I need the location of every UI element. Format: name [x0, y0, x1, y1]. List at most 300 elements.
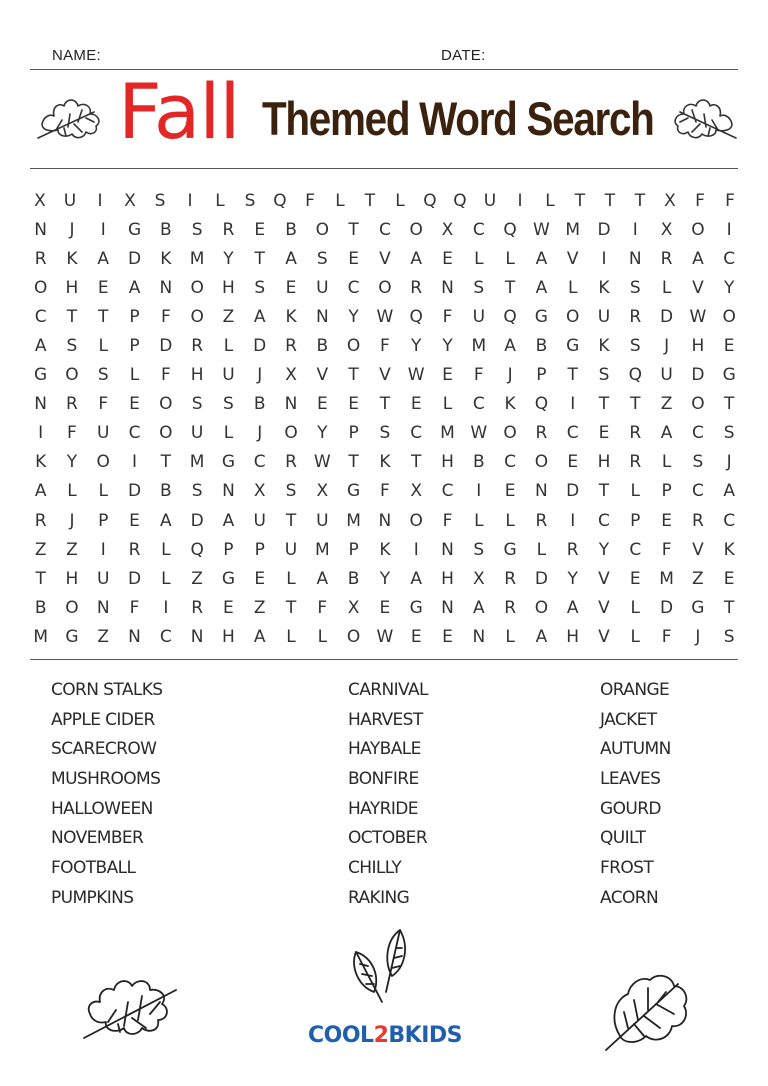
- grid-letter: L: [98, 336, 108, 357]
- grid-letter: Y: [379, 568, 391, 589]
- grid-letter: O: [96, 452, 110, 473]
- grid-letter: D: [127, 481, 142, 502]
- grid-letter: O: [159, 423, 173, 444]
- grid-letter: S: [66, 336, 78, 357]
- grid-letter: S: [598, 365, 610, 386]
- grid-letter: A: [410, 568, 423, 589]
- grid-letter: O: [409, 219, 423, 240]
- grid-letter: E: [348, 248, 359, 269]
- grid-letter: A: [160, 510, 172, 531]
- grid-letter: U: [190, 423, 204, 444]
- grid-letter: Y: [223, 248, 234, 269]
- grid-letter: N: [628, 248, 642, 269]
- grid-letter: S: [723, 423, 735, 444]
- grid-letter: O: [722, 306, 736, 327]
- grid-letter: S: [692, 452, 704, 473]
- grid-letter: G: [34, 365, 48, 386]
- word-list-item: NOVEMBER: [51, 828, 144, 849]
- grid-row: [25, 535, 745, 564]
- grid-letter: J: [695, 626, 701, 647]
- grid-letter: S: [379, 423, 391, 444]
- grid-letter: K: [379, 539, 391, 560]
- grid-letter: X: [410, 481, 423, 502]
- grid-letter: T: [630, 394, 641, 415]
- grid-letter: S: [629, 277, 641, 298]
- grid-letter: C: [472, 219, 485, 240]
- grid-letter: O: [566, 306, 580, 327]
- grid-letter: T: [98, 306, 109, 327]
- grid-letter: L: [661, 452, 672, 473]
- grid-letter: J: [726, 452, 732, 473]
- grid-row: [25, 331, 745, 360]
- grid-letter: E: [254, 568, 266, 589]
- grid-letter: L: [474, 248, 484, 269]
- grid-letter: L: [286, 568, 296, 589]
- grid-letter: E: [629, 568, 641, 589]
- leaf-icon: [600, 970, 692, 1054]
- grid-row: [25, 419, 745, 448]
- title-fall: Fall: [118, 67, 240, 156]
- grid-row: [25, 273, 745, 302]
- date-label: DATE:: [441, 47, 486, 64]
- oak-leaf-icon: [670, 94, 738, 142]
- grid-letter: U: [222, 365, 235, 386]
- grid-letter: C: [253, 452, 266, 473]
- grid-letter: X: [441, 219, 454, 240]
- grid-letter: F: [442, 510, 453, 531]
- grid-letter: J: [257, 423, 263, 444]
- grid-letter: T: [254, 248, 265, 269]
- grid-letter: G: [503, 539, 517, 560]
- grid-letter: T: [634, 190, 646, 211]
- grid-letter: R: [66, 394, 78, 415]
- grid-letter: Q: [273, 190, 287, 211]
- grid-letter: S: [629, 336, 641, 357]
- grid-letter: L: [317, 626, 328, 647]
- grid-letter: D: [127, 568, 142, 589]
- grid-letter: M: [33, 626, 48, 647]
- grid-letter: Y: [66, 452, 78, 473]
- grid-letter: I: [726, 219, 732, 240]
- grid-letter: I: [413, 539, 419, 560]
- grid-letter: O: [534, 597, 549, 618]
- grid-letter: N: [190, 626, 204, 647]
- grid-letter: N: [378, 510, 392, 531]
- grid-letter: E: [723, 568, 735, 589]
- grid-letter: B: [316, 336, 329, 357]
- word-list-item: CARNIVAL: [348, 680, 428, 700]
- grid-letter: H: [566, 626, 580, 647]
- grid-letter: O: [534, 452, 549, 473]
- grid-letter: W: [470, 423, 488, 444]
- word-list-item: FOOTBALL: [51, 858, 136, 879]
- grid-letter: L: [630, 626, 641, 647]
- grid-letter: F: [160, 365, 171, 386]
- grid-letter: T: [348, 452, 359, 473]
- grid-letter: C: [378, 219, 391, 240]
- grid-letter: L: [129, 365, 140, 386]
- grid-letter: P: [348, 539, 359, 560]
- grid-letter: U: [597, 306, 611, 327]
- grid-letter: N: [34, 394, 47, 415]
- grid-letter: S: [154, 190, 166, 211]
- grid-letter: S: [473, 539, 485, 560]
- grid-letter: H: [597, 452, 611, 473]
- grid-letter: L: [215, 190, 225, 211]
- grid-letter: F: [129, 597, 140, 618]
- grid-letter: K: [66, 248, 78, 269]
- grid-letter: T: [160, 452, 172, 473]
- grid-letter: C: [441, 481, 454, 502]
- grid-letter: A: [34, 481, 47, 502]
- grid-letter: O: [346, 626, 361, 647]
- grid-letter: E: [442, 626, 453, 647]
- grid-letter: F: [380, 481, 390, 502]
- grid-letter: L: [536, 539, 547, 560]
- grid-letter: C: [691, 423, 704, 444]
- grid-letter: S: [473, 277, 485, 298]
- grid-letter: I: [570, 510, 576, 531]
- grid-letter: Q: [423, 190, 437, 211]
- grid-letter: E: [410, 394, 422, 415]
- grid-letter: Z: [66, 539, 78, 560]
- grid-row: [25, 622, 745, 651]
- grid-letter: E: [504, 481, 516, 502]
- grid-letter: E: [285, 277, 297, 298]
- grid-letter: R: [410, 277, 423, 298]
- grid-letter: I: [97, 190, 103, 211]
- grid-letter: M: [314, 539, 330, 560]
- grid-letter: J: [664, 336, 670, 357]
- grid-letter: Z: [692, 568, 704, 589]
- word-list-item: JACKET: [600, 709, 657, 730]
- grid-letter: O: [691, 394, 705, 415]
- grid-letter: Z: [191, 568, 203, 589]
- grid-letter: A: [535, 277, 548, 298]
- grid-letter: E: [410, 626, 422, 647]
- grid-letter: N: [441, 597, 454, 618]
- grid-letter: D: [127, 248, 142, 269]
- grid-letter: N: [472, 626, 486, 647]
- grid-letter: D: [534, 568, 548, 589]
- grid-letter: F: [661, 539, 672, 560]
- grid-letter: L: [335, 190, 345, 211]
- grid-letter: D: [190, 510, 204, 531]
- grid-letter: L: [630, 481, 641, 502]
- grid-letter: I: [100, 219, 106, 240]
- name-label: NAME:: [52, 47, 102, 64]
- grid-letter: E: [567, 452, 579, 473]
- grid-letter: C: [723, 248, 736, 269]
- grid-letter: W: [376, 306, 394, 327]
- grid-letter: X: [660, 219, 673, 240]
- word-list-item: APPLE CIDER: [51, 709, 155, 730]
- word-list-item: PUMPKINS: [51, 887, 134, 908]
- grid-letter: R: [535, 510, 548, 531]
- grid-letter: C: [629, 539, 642, 560]
- logo-part-2: 2: [373, 1023, 389, 1048]
- grid-letter: H: [65, 568, 79, 589]
- grid-letter: G: [722, 365, 736, 386]
- grid-letter: E: [723, 336, 735, 357]
- grid-letter: A: [97, 248, 110, 269]
- leaves-pair-icon: [348, 926, 418, 1006]
- grid-letter: R: [629, 306, 642, 327]
- grid-letter: Q: [453, 190, 467, 211]
- grid-letter: L: [630, 597, 641, 618]
- grid-letter: M: [189, 452, 205, 473]
- word-list-column-3: [600, 676, 671, 914]
- grid-letter: P: [536, 365, 547, 386]
- grid-letter: P: [630, 510, 641, 531]
- grid-letter: V: [692, 539, 704, 560]
- grid-letter: I: [476, 481, 482, 502]
- grid-letter: R: [691, 510, 704, 531]
- grid-letter: E: [97, 277, 109, 298]
- grid-letter: L: [223, 423, 234, 444]
- grid-letter: H: [691, 336, 705, 357]
- grid-letter: D: [660, 306, 674, 327]
- logo-part-bkids: BKIDS: [388, 1023, 462, 1048]
- grid-letter: B: [160, 481, 172, 502]
- grid-letter: B: [347, 568, 360, 589]
- word-list-item: HAYBALE: [348, 739, 421, 760]
- grid-letter: K: [504, 394, 516, 415]
- grid-letter: I: [163, 597, 169, 618]
- grid-row: [25, 215, 745, 244]
- grid-letter: M: [440, 423, 455, 444]
- grid-letter: C: [159, 626, 172, 647]
- grid-letter: A: [34, 336, 47, 357]
- grid-letter: H: [222, 626, 235, 647]
- grid-letter: G: [347, 481, 361, 502]
- grid-letter: G: [409, 597, 423, 618]
- grid-letter: C: [34, 306, 47, 327]
- grid-letter: Y: [411, 336, 422, 357]
- grid-letter: N: [96, 597, 110, 618]
- grid-letter: V: [566, 248, 579, 269]
- grid-letter: C: [410, 423, 423, 444]
- grid-letter: R: [504, 568, 516, 589]
- grid-letter: F: [305, 190, 315, 211]
- grid-letter: D: [691, 365, 705, 386]
- grid-letter: N: [284, 394, 298, 415]
- grid-letter: E: [442, 365, 453, 386]
- grid-letter: R: [222, 219, 235, 240]
- grid-letter: U: [316, 510, 329, 531]
- grid-letter: K: [285, 306, 297, 327]
- grid-letter: S: [254, 277, 266, 298]
- grid-letter: T: [285, 510, 297, 531]
- grid-letter: L: [286, 626, 296, 647]
- grid-letter: A: [253, 306, 266, 327]
- word-list-item: LEAVES: [600, 769, 661, 790]
- grid-letter: O: [190, 277, 204, 298]
- grid-letter: Z: [34, 539, 47, 560]
- word-list-item: ACORN: [600, 887, 659, 908]
- grid-row: [25, 593, 745, 622]
- grid-letter: L: [395, 190, 405, 211]
- grid-letter: L: [442, 394, 453, 415]
- grid-letter: A: [128, 277, 141, 298]
- grid-letter: R: [504, 597, 516, 618]
- grid-letter: F: [473, 365, 484, 386]
- grid-letter: F: [380, 336, 390, 357]
- grid-letter: G: [534, 306, 548, 327]
- grid-letter: K: [379, 452, 391, 473]
- grid-letter: T: [723, 597, 735, 618]
- grid-letter: S: [316, 248, 328, 269]
- word-list-item: HALLOWEEN: [51, 798, 153, 819]
- grid-letter: L: [161, 568, 171, 589]
- oak-leaf-icon: [80, 970, 180, 1044]
- grid-letter: M: [471, 336, 487, 357]
- grid-letter: S: [191, 481, 203, 502]
- grid-letter: H: [441, 452, 454, 473]
- grid-letter: E: [379, 597, 391, 618]
- grid-letter: L: [98, 481, 108, 502]
- grid-letter: O: [503, 423, 517, 444]
- grid-letter: E: [348, 394, 359, 415]
- grid-letter: E: [661, 510, 672, 531]
- grid-letter: V: [379, 365, 391, 386]
- grid-letter: H: [190, 365, 204, 386]
- grid-letter: K: [35, 452, 47, 473]
- word-list-item: SCARECROW: [51, 739, 157, 760]
- grid-letter: A: [253, 626, 266, 647]
- grid-letter: R: [191, 597, 204, 618]
- grid-letter: Z: [97, 626, 110, 647]
- grid-letter: L: [474, 510, 484, 531]
- title-themed-word-search: Themed Word Search: [262, 92, 654, 145]
- grid-letter: L: [505, 626, 515, 647]
- word-list-item: FROST: [600, 858, 654, 879]
- grid-letter: C: [566, 423, 579, 444]
- grid-letter: C: [598, 510, 610, 531]
- grid-letter: N: [441, 539, 454, 560]
- grid-letter: V: [598, 597, 610, 618]
- grid-letter: S: [191, 219, 203, 240]
- word-list-item: HARVEST: [348, 709, 423, 730]
- grid-rule: [30, 659, 738, 660]
- grid-letter: D: [159, 336, 173, 357]
- grid-letter: O: [65, 365, 79, 386]
- grid-letter: K: [598, 277, 610, 298]
- grid-letter: C: [128, 423, 141, 444]
- grid-letter: B: [160, 219, 172, 240]
- grid-letter: H: [222, 277, 235, 298]
- grid-letter: S: [244, 190, 256, 211]
- grid-letter: F: [661, 626, 672, 647]
- word-list-item: CORN STALKS: [51, 680, 163, 700]
- grid-letter: A: [660, 423, 673, 444]
- grid-letter: E: [316, 394, 328, 415]
- grid-letter: T: [567, 365, 578, 386]
- grid-letter: T: [598, 481, 610, 502]
- grid-letter: M: [659, 568, 674, 589]
- grid-letter: L: [67, 481, 77, 502]
- letter-grid: [25, 186, 745, 652]
- grid-letter: Y: [598, 539, 610, 560]
- grid-letter: L: [223, 336, 234, 357]
- grid-letter: T: [35, 568, 46, 589]
- grid-letter: U: [660, 365, 673, 386]
- grid-letter: A: [535, 248, 548, 269]
- grid-letter: E: [129, 510, 140, 531]
- word-list-item: QUILT: [600, 828, 646, 849]
- grid-letter: A: [285, 248, 297, 269]
- grid-letter: V: [316, 365, 329, 386]
- grid-letter: D: [253, 336, 267, 357]
- grid-letter: L: [505, 510, 515, 531]
- grid-letter: N: [128, 626, 141, 647]
- grid-letter: F: [98, 394, 109, 415]
- grid-letter: K: [160, 248, 172, 269]
- grid-letter: U: [483, 190, 497, 211]
- grid-letter: T: [723, 394, 735, 415]
- grid-letter: H: [65, 277, 79, 298]
- grid-letter: G: [221, 452, 236, 473]
- grid-letter: B: [34, 597, 47, 618]
- grid-letter: L: [545, 190, 555, 211]
- word-list-item: AUTUMN: [600, 739, 671, 760]
- grid-letter: U: [316, 277, 329, 298]
- grid-letter: J: [507, 365, 513, 386]
- grid-letter: V: [598, 626, 610, 647]
- grid-letter: N: [315, 306, 329, 327]
- word-list-column-1: [51, 676, 162, 914]
- grid-letter: Q: [503, 219, 517, 240]
- grid-letter: D: [566, 481, 580, 502]
- grid-letter: C: [347, 277, 360, 298]
- grid-letter: O: [378, 277, 392, 298]
- grid-letter: O: [284, 423, 298, 444]
- grid-letter: N: [159, 277, 173, 298]
- grid-letter: S: [223, 394, 234, 415]
- grid-letter: B: [285, 219, 297, 240]
- grid-letter: T: [604, 190, 616, 211]
- grid-letter: J: [257, 365, 263, 386]
- grid-letter: A: [535, 626, 548, 647]
- word-list-item: MUSHROOMS: [51, 769, 161, 790]
- grid-letter: B: [535, 336, 548, 357]
- grid-letter: X: [124, 190, 136, 211]
- grid-letter: H: [441, 568, 454, 589]
- cool2bkids-logo: [308, 1018, 468, 1054]
- grid-letter: P: [98, 510, 109, 531]
- grid-letter: W: [407, 365, 425, 386]
- grid-row: [25, 244, 745, 273]
- grid-letter: K: [723, 539, 735, 560]
- grid-letter: I: [38, 423, 44, 444]
- grid-letter: R: [285, 452, 297, 473]
- grid-letter: A: [316, 568, 329, 589]
- grid-letter: O: [190, 306, 204, 327]
- grid-letter: O: [315, 219, 330, 240]
- grid-letter: A: [472, 597, 485, 618]
- grid-letter: K: [598, 336, 610, 357]
- word-list-item: OCTOBER: [348, 828, 428, 849]
- grid-letter: L: [661, 277, 672, 298]
- grid-letter: I: [570, 394, 576, 415]
- grid-letter: O: [409, 510, 423, 531]
- grid-letter: I: [187, 190, 193, 211]
- word-list-item: HAYRIDE: [348, 798, 418, 819]
- grid-letter: R: [34, 248, 47, 269]
- grid-letter: T: [348, 219, 359, 240]
- grid-letter: P: [129, 306, 140, 327]
- grid-letter: T: [379, 394, 391, 415]
